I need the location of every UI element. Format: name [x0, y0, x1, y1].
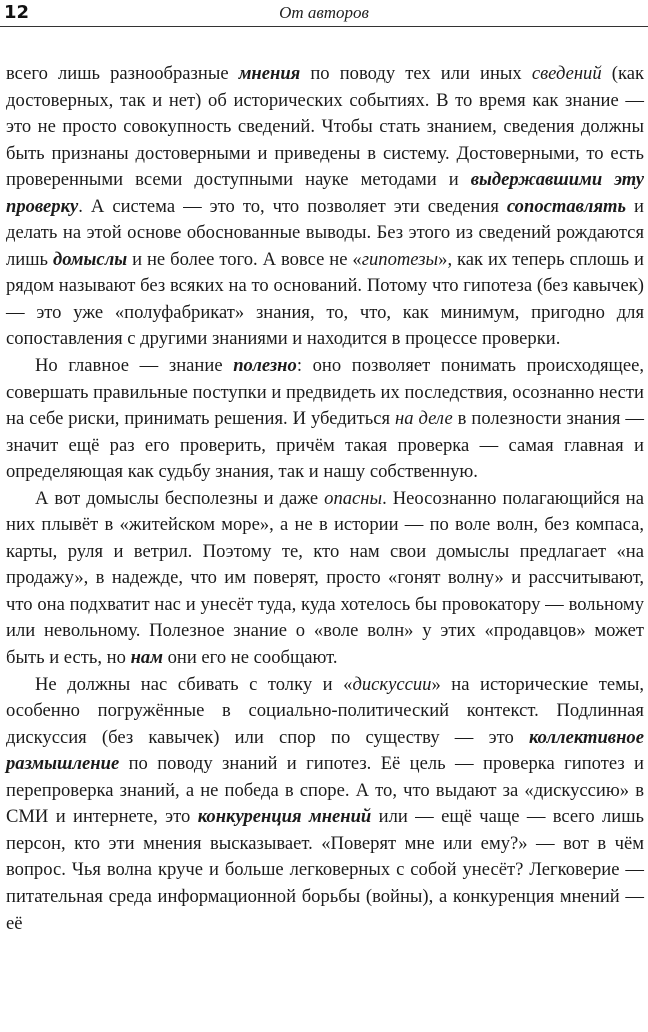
body-text [6, 61, 644, 937]
emphasis-italic: сведений [531, 63, 602, 84]
emphasis-bold-italic: мнения [238, 63, 301, 84]
paragraph [6, 672, 644, 937]
text-run: . А система — это то, что позволяет эти сведения [78, 195, 507, 217]
emphasis-bold-italic: сопоставлять [506, 195, 627, 217]
text-run: они его не сообщают. [162, 647, 338, 669]
running-title: От авторов [279, 3, 369, 22]
text-run: или — ещё чаще — всего лишь персон, кто эти мнения высказывает. «Поверят мне или ему?» — вот в чём вопрос. Чья волна круче и больше легковерных с собой унесёт? Легковерие — питательная среда информационной борьбы (войны), а конкуренция мнений — её [6, 806, 645, 934]
text-run: по поводу знаний и гипотез. Её цель — проверка гипотез и перепроверка знаний, а не победа в споре. А то, что выдают за «дискуссию» в СМИ и интернете, это [6, 753, 644, 828]
emphasis-italic: дискуссии [352, 673, 432, 695]
emphasis-bold-italic: конкуренция мнений [197, 806, 372, 828]
page-number: 12 [4, 2, 30, 23]
paragraph [6, 61, 644, 353]
text-run: », как их теперь сплошь и рядом называют без всяких на то оснований. Потому что гипотеза (без кавычек) — это уже «полуфабрикат» знания, то, что, как минимум, пригодно для сопоставления с другими знаниями и находится в процессе проверки. [6, 248, 644, 350]
text-run: » на исторические темы, особенно погружённые в социально-политический контекст. Подлинная дискуссия (без кавычек) или спор по существу — это [6, 673, 645, 748]
emphasis-bold-italic: нам [130, 647, 163, 669]
page-header [0, 0, 648, 30]
paragraph [6, 486, 644, 672]
text-run: Не должны нас сбивать с толку и « [35, 673, 353, 695]
text-run: А вот домыслы бесполезны и даже [35, 487, 325, 509]
emphasis-bold-italic: коллективное размышление [6, 726, 644, 775]
text-run: (как достоверных, так и нет) об исторических событиях. В то время как знание — это не просто совокупность сведений. Чтобы стать знанием, сведения должны быть признаны достоверными и приведены в систему. Достоверными, то есть проверенными всеми доступными науке методами и [6, 63, 644, 191]
text-run: и не более того. А вовсе не « [127, 248, 362, 270]
emphasis-bold-italic: полезно [233, 355, 297, 377]
header-rule [0, 26, 648, 27]
text-run: . Неосознанно полагающийся на них плывёт в «житейском море», а не в истории — по воле волн, без компаса, карты, руля и ветрил. Поэтому те, кто нам свои домыслы предлагает «на продажу», в надежде, что им поверят, просто «гонят волну» и рассчитывают, что она подхватит нас и унесёт туда, куда хотелось бы провокатору — вольному или невольному. Полезное знание о «воле волн» у этих «продавцов» может быть и есть, но [6, 487, 644, 669]
emphasis-italic: опасны [324, 487, 383, 509]
text-run: Но главное — знание [35, 355, 234, 377]
emphasis-bold-italic: домыслы [52, 248, 128, 270]
text-run: всего лишь разнообразные [6, 63, 239, 84]
emphasis-italic: гипотезы [361, 248, 439, 270]
text-run: : оно позволяет понимать происходящее, совершать правильные поступки и предвидеть их последствия, осознанно нести на себе риски, принимать решения. И убедиться [6, 355, 644, 430]
emphasis-bold-italic: выдержавшими эту проверку [6, 169, 644, 217]
text-run: и делать на этой основе обоснованные выводы. Без этого из сведений рождаются лишь [6, 195, 644, 270]
paragraph [6, 353, 644, 486]
text-run: по поводу тех или иных [300, 63, 532, 84]
emphasis-italic: на деле [395, 408, 453, 430]
text-run: в полезности знания — значит ещё раз его проверить, причём такая проверка — самая главная и определяющая как судьбу знания, так и нашу собственную. [6, 408, 645, 483]
